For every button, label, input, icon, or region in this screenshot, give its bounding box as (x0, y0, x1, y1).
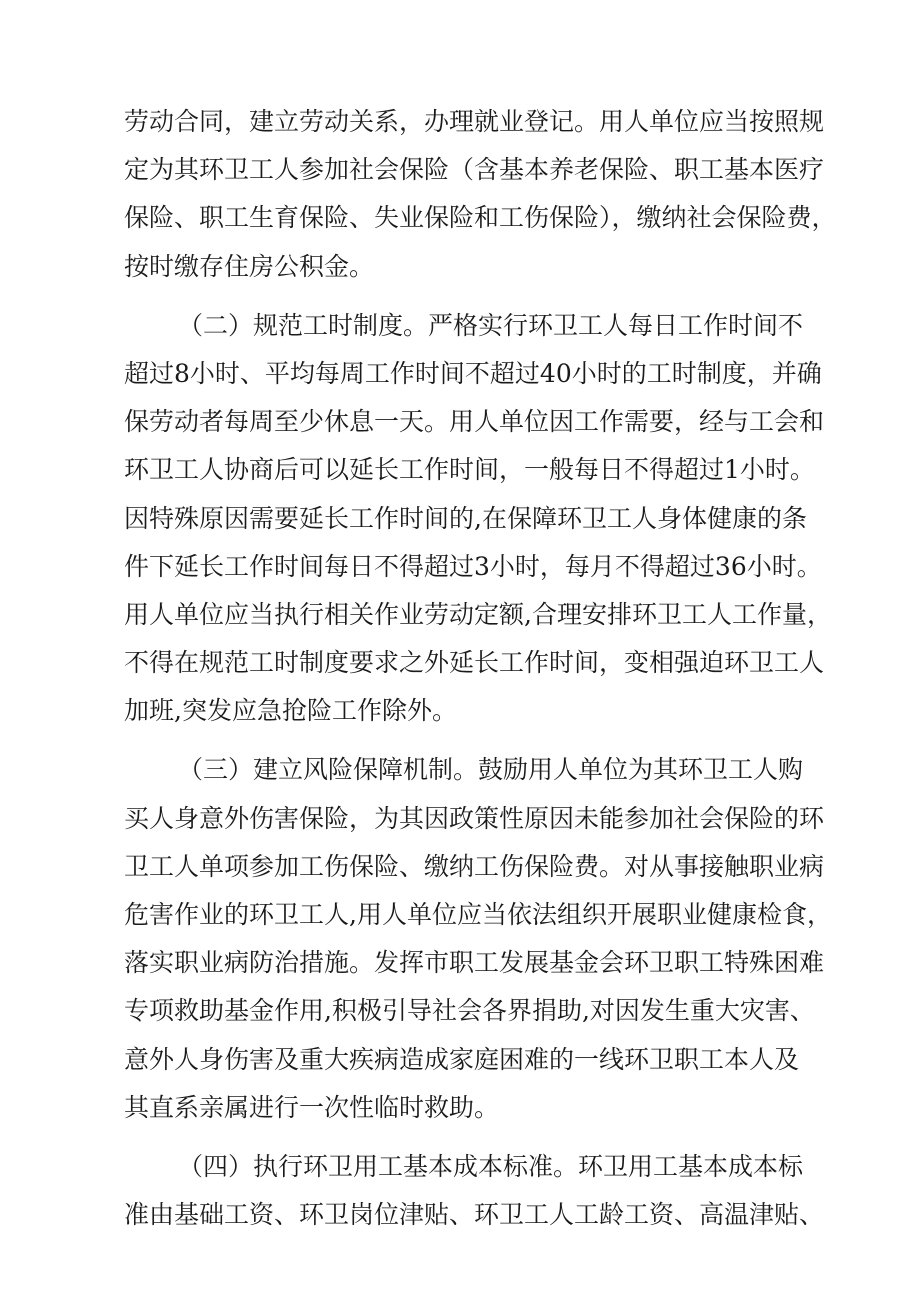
text-line: （四）执行环卫用工基本成本标准。环卫用工基本成本标 (178, 1151, 804, 1181)
text-line: 环卫工人协商后可以延长工作时间，一般每日不得超过1小时。 (124, 455, 815, 485)
text-line: 买人身意外伤害保险，为其因政策性原因未能参加社会保险的环 (124, 803, 825, 833)
text-line: 危害作业的环卫工人,用人单位应当依法组织开展职业健康检食， (124, 900, 832, 929)
text-line: 卫工人单项参加工伤保险、缴纳工伤保险费。对从事接触职业病 (124, 851, 825, 881)
text-line: 专项救助基金作用,积极引导社会各界捐助,对因发生重大灾害、 (124, 996, 815, 1026)
paragraph-cost-standard (124, 1143, 825, 1239)
paragraph-working-hours (124, 302, 832, 736)
text-line: 用人单位应当执行相关作业劳动定额,合理安排环卫工人工作量， (124, 599, 832, 629)
paragraph-spacing (124, 1132, 814, 1143)
text-line: 因特殊原因需要延长工作时间的,在保障环卫工人身体健康的条 (124, 503, 807, 533)
text-line: 保险、职工生育保险、失业保险和工伤保险），缴纳社会保险费， (124, 203, 837, 233)
text-line: （三）建立风险保障机制。鼓励用人单位为其环卫工人购 (178, 755, 804, 785)
text-line: 超过8小时、平均每周工作时间不超过40小时的工时制度，并确 (124, 358, 822, 388)
paragraph-risk-protection (124, 746, 832, 1132)
text-line: 落实职业病防治措施。发挥市职工发展基金会环卫职工特殊困难 (124, 948, 825, 978)
paragraph-spacing (124, 735, 814, 746)
text-line: （二）规范工时制度。严格实行环卫工人每日工作时间不 (178, 310, 804, 340)
text-line: 按时缴存住房公积金。 (124, 251, 375, 281)
paragraph-continuation (124, 98, 837, 291)
text-line: 其直系亲属进行一次性临时救助。 (124, 1092, 500, 1122)
text-line: 件下延长工作时间每日不得超过3小时，每月不得超过36小时。 (124, 551, 822, 581)
text-line: 加班,突发应急抢险工作除外。 (124, 696, 457, 726)
text-line: 定为其环卫工人参加社会保险（含基本养老保险、职工基本医疗 (124, 155, 825, 185)
text-line: 保劳动者每周至少休息一天。用人单位因工作需要，经与工会和 (124, 407, 825, 437)
paragraph-spacing (124, 291, 814, 302)
text-line: 准由基础工资、环卫岗位津贴、环卫工人工龄工资、高温津贴、 (124, 1200, 825, 1230)
document-body (124, 98, 837, 1239)
text-line: 意外人身伤害及重大疾病造成家庭困难的一线环卫职工本人及 (124, 1044, 800, 1074)
text-line: 劳动合同，建立劳动关系，办理就业登记。用人单位应当按照规 (124, 107, 825, 136)
text-line: 不得在规范工时制度要求之外延长工作时间，变相强迫环卫工人 (124, 648, 825, 678)
